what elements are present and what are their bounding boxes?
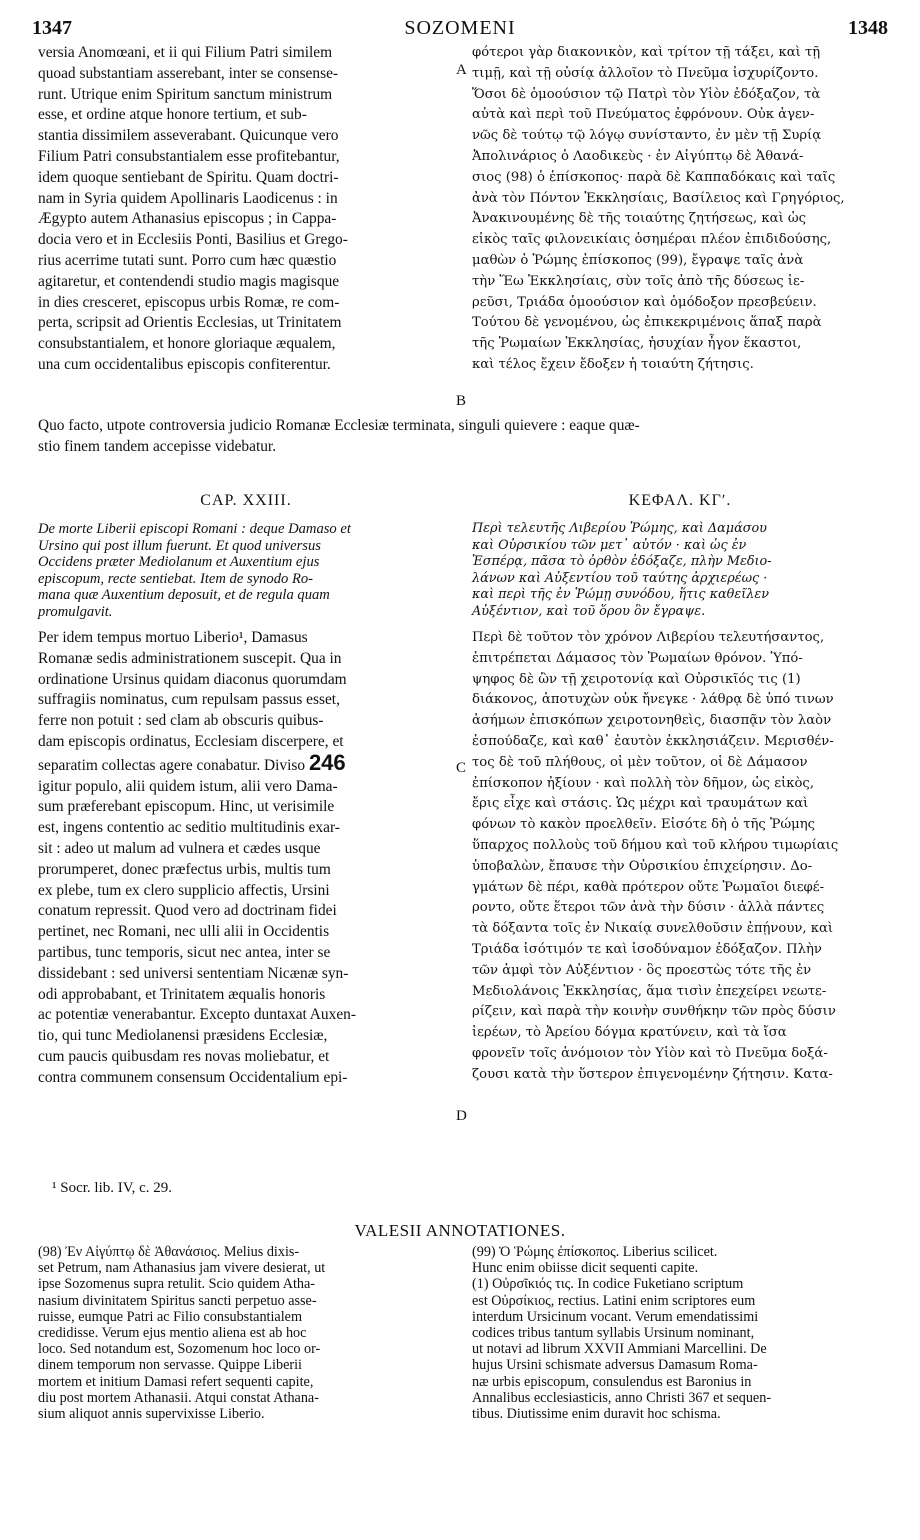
latin-text-line: Filium Patri consubstantialem esse profitebantur, (38, 147, 340, 165)
greek-body-column (472, 628, 888, 1086)
latin-text-line: esse, et ordine atque honore tertium, et sub- (38, 106, 307, 124)
annotations-heading: VALESII ANNOTATIONES. (354, 1221, 566, 1240)
greek-chapter-heading: ΚΕΦΑΛ. ΚΓʹ. (628, 492, 732, 509)
latin-summary-line: mana quæ Auxentium deposuit, et de regula quam (38, 587, 330, 604)
latin-body-line: ac potentiæ venerabantur. Excepto duntaxat Auxen- (38, 1006, 356, 1024)
greek-text-line: Ὅσοι δὲ ὁμοούσιον τῷ Πατρὶ τὸν Υἱὸν ἐδόξαζον, τὰ (472, 86, 821, 102)
annotation-line: interdum Ursicinum vocant. Verum emendatissimi (472, 1308, 759, 1325)
greek-body-line: ἀσήμων ἐπισκόπων χειροτονηθεὶς, διασπᾷν τὸν λαὸν (472, 713, 832, 729)
latin-text-line: runt. Utrique enim Spiritum sanctum ministrum (38, 85, 333, 103)
right-page-number: 1348 (848, 16, 888, 39)
latin-body-line: pertinet, nec Romani, nec ulli alii in Occidentis (38, 923, 330, 941)
greek-body-line: ροντο, οὔτε ἕτεροι τῶν ἀνὰ τὴν δύσιν · ἀλλὰ πάντες (472, 900, 825, 916)
margin-marker-b: B (456, 393, 467, 409)
annotation-line: (99) Ὁ Ῥώμης ἐπίσκοπος. Liberius scilicet. (472, 1244, 718, 1260)
latin-text-line: agitaretur, et contendendi studio magis magisque (38, 272, 340, 290)
greek-text-line: ἀνὰ τὸν Πόντον Ἐκκλησίαις, Βασίλειος καὶ Γρηγόριος, (472, 190, 845, 206)
greek-body-line: ἐπίσκοπον ἠξίουν · καὶ πολλὴ τὸν δῆμον, ὡς εἰκὸς, (472, 775, 815, 791)
greek-body-line: ζουσι κατὰ τὴν ὕστερον ἐπιγενομένην ζήτησιν. Κατα- (472, 1066, 833, 1082)
latin-text-line: quoad substantiam asserebant, inter se consense- (38, 64, 339, 82)
annotation-line: credidisse. Verum ejus mentio aliena est ab hoc (38, 1325, 307, 1342)
annotation-line: est Οὐρσίκιος, rectius. Latini enim scriptores eum (472, 1292, 756, 1309)
greek-body-line: ρίζειν, καὶ παρὰ τὴν κοινὴν συνθήκην τῶν πρὸς δύσιν (472, 1004, 836, 1020)
latin-body-line: cum paucis quibusdam res novas moliebatur, et (38, 1047, 330, 1065)
latin-text-line: rius acerrime tutati sunt. Porro cum hæc quæstio (38, 251, 337, 269)
greek-body-line: ἔρις εἶχε καὶ στάσις. Ὡς μέχρι καὶ τραυμάτων καὶ (472, 796, 809, 812)
annotation-line: ut notavi ad librum XXVII Ammiani Marcellini. De (472, 1341, 767, 1358)
greek-summary-line: Ἑσπέρᾳ, πᾶσα τὸ ὀρθὸν ἐδόξαζε, πλὴν Μεδιο- (472, 554, 772, 570)
annotation-line: mortem et initium Damasi refert sequenti capite, (38, 1373, 314, 1390)
latin-text-line: perta, scripsit ad Orientis Ecclesias, ut Trinitatem (38, 314, 342, 332)
latin-body-line: igitur populo, alii quidem istum, alii vero Dama- (38, 777, 338, 795)
greek-text-line: τῆς Ῥωμαίων Ἐκκλησίας, ἡσυχίαν ἦγον ἕκαστοι, (472, 336, 802, 352)
greek-summary-line: λάνων καὶ Αὐξεντίου τοῦ ταύτης ἀρχιερέως · (472, 570, 768, 586)
annotation-line: nasium divinitatem Spiritus sancti perpetuo asse- (38, 1292, 317, 1309)
latin-body-line: prorumperet, donec præfectus urbis, multis tum (38, 860, 331, 878)
latin-text-line: idem quoque sentiebant de Spiritu. Quam doctri- (38, 168, 339, 186)
latin-body-line: Per idem tempus mortuo Liberio¹, Damasus (38, 629, 308, 646)
annotation-line: (1) Οὐρσῖκιός τις. In codice Fuketiano scriptum (472, 1276, 744, 1293)
latin-body-line: sum præferebant episcopum. Hinc, ut verisimile (38, 798, 335, 816)
greek-body-line: φρονεῖν τοῖς ἀνόμοιον τὸν Υἱὸν καὶ τὸ Πνεῦμα δοξά- (472, 1045, 828, 1061)
annotations-left-column (38, 1244, 454, 1422)
latin-body-line: ordinatione Ursinus quidam diaconus quorumdam (38, 670, 347, 688)
latin-body-line: tio, qui tunc Mediolanensi præsidens Ecclesiæ, (38, 1027, 328, 1045)
latin-continuation-line-2: stio finem tandem accepisse videbatur. (38, 438, 277, 455)
greek-body-line: ψηφος δὲ ὢν τῇ χειροτονίᾳ καὶ Οὐρσικῖός τις (1) (472, 671, 801, 687)
greek-text-line: αὐτὰ καὶ περὶ τοῦ Πνεύματος ἐφρόνουν. Οὐκ ἀγεν- (472, 107, 815, 123)
latin-text-line: stantia dissimilem asseverabant. Quicunque vero (38, 127, 339, 145)
greek-text-line: Ἀπολινάριος ὁ Λαοδικεὺς · ἐν Αἰγύπτῳ δὲ Ἀθανά- (472, 148, 804, 164)
page-header (32, 14, 888, 42)
greek-text-line: Τούτου δὲ γενομένου, ὡς ἐπικεκριμένοις ἅπαξ παρὰ (472, 315, 822, 331)
latin-summary-line: episcopum, recte sentiebat. Item de synodo Ro- (38, 570, 314, 587)
greek-text-line: τιμῇ, καὶ τῇ οὐσίᾳ ἀλλοῖον τὸ Πνεῦμα ἰσχυρίζοντο. (472, 65, 819, 81)
greek-text-line: Ἀνακινουμένης δὲ τῆς τοιαύτης ζητήσεως, καὶ ὡς (472, 211, 807, 227)
latin-body-line: Romanæ sedis administrationem suscepit. Qua in (38, 649, 342, 667)
greek-body-line: τῶν ἀμφὶ τὸν Αὐξέντιον · ὃς προεστὼς τότε τῆς ἐν (472, 962, 812, 978)
margin-marker-d: D (456, 1108, 467, 1124)
greek-body-line: διάκονος, ἀποτυχὼν οὐκ ἤνεγκε · λάθρᾳ δὲ ὑπό τινων (472, 692, 834, 708)
latin-summary-line: Ursino qui post illum fuerunt. Et quod universus (38, 537, 321, 554)
annotation-line: ipse Sozomenus supra retulit. Scio quidem Atha- (38, 1276, 316, 1293)
latin-body-line: dam episcopis ordinatus, Ecclesiam discerpere, et (38, 732, 344, 750)
greek-body-line: Μεδιολάνοις Ἐκκλησίας, ἅμα τισὶν ἐπεχείρει νεωτε- (472, 983, 827, 999)
annotation-line: diu post mortem Athanasii. Atqui constat Athana- (38, 1389, 319, 1406)
greek-body-line: τὰ δόξαντα τοῖς ἐν Νικαίᾳ συνελθοῦσιν ἐπῄνουν, καὶ (472, 921, 834, 937)
annotation-line: Hunc enim obiisse dicit sequenti capite. (472, 1260, 699, 1277)
latin-text-line: nam in Syria quidem Apollinaris Laodicenus : in (38, 189, 338, 207)
greek-text-line: καὶ τέλος ἔχειν ἔδοξεν ἡ τοιαύτη ζήτησις. (472, 356, 754, 372)
annotation-line: hujus Ursini schismate adversus Damasum Roma- (472, 1357, 758, 1374)
greek-body-line: γμάτων δὲ πέρι, καθὰ πρότερον οὔτε Ῥωμαῖοι διεφέ- (472, 879, 825, 895)
margin-marker-a: A (456, 62, 467, 78)
greek-body-line: ἱερέων, τὸ Ἀρείου δόγμα κρατύνειν, καὶ τὰ ἴσα (472, 1025, 787, 1041)
greek-text-line: φότεροι γὰρ διακονικὸν, καὶ τρίτον τῇ τάξει, καὶ τῇ (472, 45, 821, 60)
latin-body-line: separatim collectas agere conabatur. Diviso 246 (38, 749, 346, 775)
margin-page-number: 246 (308, 749, 346, 775)
latin-body-line: odi approbabant, et Trinitatem æqualis honoris (38, 985, 326, 1003)
greek-summary-line: καὶ περὶ τῆς ἐν Ῥώμῃ συνόδου, ἥτις καθεῖλεν (472, 587, 769, 603)
latin-chapter-summary (38, 521, 454, 621)
running-title: SOZOMENI (404, 16, 516, 39)
annotation-line: ruisse, eumque Patri ac Filio consubstantialem (38, 1308, 302, 1325)
latin-continuation-line: Quo facto, utpote controversia judicio Romanæ Ecclesiæ terminata, singuli quievere : eaque quæ- (38, 417, 640, 434)
annotation-line: loco. Sed notandum est, Sozomenum hoc loco or- (38, 1341, 321, 1358)
annotation-line: sium aliquot annis supervixisse Liberio. (38, 1406, 265, 1423)
margin-marker-c: C (456, 760, 467, 776)
latin-body-line: conatum repressit. Quod vero ad doctrinam fidei (38, 902, 337, 920)
greek-body-line: ὑποβαλὼν, ἔπαυσε τὴν Οὐρσικίου ἐπιχείρησιν. Δο- (472, 858, 813, 874)
latin-body-column (38, 628, 454, 1089)
greek-body-line: ἐσπούδαζε, καὶ καθ᾽ ἑαυτὸν ἐκκλησιάζειν. Μερισθέν- (472, 733, 834, 749)
greek-body-line: τος δὲ τοῦ πλήθους, οἱ μὲν τοῦτον, οἱ δὲ Δάμασον (472, 754, 808, 770)
greek-text-line: ρεῦσι, Τριάδα ὁμοούσιον καὶ ὁμόδοξον πρεσβεύειν. (472, 294, 817, 310)
latin-text-line: versia Anomœani, et ii qui Filium Patri similem (38, 44, 333, 61)
latin-summary-line: De morte Liberii episcopi Romani : deque Damaso et (38, 521, 351, 537)
latin-chapter-heading: CAP. XXIII. (200, 492, 292, 509)
footnote: ¹ Socr. lib. IV, c. 29. (52, 1180, 173, 1196)
greek-text-line: τὴν Ἕω Ἐκκλησίαις, σὺν τοῖς ἀπὸ τῆς δύσεως ἱε- (472, 273, 805, 289)
greek-chapter-summary (472, 521, 888, 621)
annotation-line: Annalibus ecclesiasticis, anno Christi 367 et sequen- (472, 1389, 772, 1406)
latin-text-line: consubstantialem, et honore gloriaque æqualem, (38, 335, 336, 353)
latin-text-line: docia vero et in Ecclesiis Ponti, Basilius et Grego- (38, 231, 348, 249)
greek-body-line: ἐπιτρέπεται Δάμασος τὸν Ῥωμαίων θρόνον. Ὑπό- (472, 650, 803, 666)
latin-body-line: contra communem consensum Occidentalium epi- (38, 1068, 348, 1086)
greek-text-line: εἰκὸς ταῖς φιλονεικίαις ὁσημέραι πλέον ἐπιδιδούσης, (472, 232, 832, 248)
annotation-line: dinem temporum non servasse. Quippe Liberii (38, 1357, 302, 1374)
greek-text-line: μαθὼν ὁ Ῥώμης ἐπίσκοπος (99), ἔγραψε ταῖς ἀνὰ (472, 252, 804, 268)
latin-top-column (38, 43, 454, 376)
greek-text-line: σιος (98) ὁ ἐπίσκοπος· παρὰ δὲ Καππαδόκαις καὶ ταῖς (472, 169, 836, 185)
latin-summary-line: promulgavit. (38, 603, 113, 620)
latin-body-line: dissidebant : sed universi sententiam Nicænæ syn- (38, 964, 349, 982)
annotation-line: næ urbis episcopum, consulendus est Baronius in (472, 1373, 752, 1390)
greek-summary-line: καὶ Οὐρσικίου τῶν μετ᾽ αὐτόν · καὶ ὡς ἐν (472, 537, 747, 553)
latin-body-line: partibus, tunc temporis, sicut nec antea, inter se (38, 943, 331, 961)
latin-text-line: Ægypto autem Athanasius episcopus ; in Cappa- (38, 210, 337, 228)
annotation-line: codices tribus tantum syllabis Ursinum nominant, (472, 1325, 755, 1342)
annotations-right-column (472, 1244, 888, 1422)
annotation-line: set Petrum, nam Athanasius jam vivere desierat, ut (38, 1260, 326, 1277)
greek-body-line: Τριάδα ἰσότιμόν τε καὶ ἰσοδύναμον ἐδόξαζον. Πλὴν (472, 941, 822, 957)
greek-summary-line: Περὶ τελευτῆς Λιβερίου Ῥώμης, καὶ Δαμάσου (472, 521, 767, 536)
latin-body-line: suffragiis nominatus, cum repulsam passus esset, (38, 691, 340, 709)
latin-text-line: una cum occidentalibus episcopis confiterentur. (38, 355, 331, 373)
greek-body-line: Περὶ δὲ τοῦτον τὸν χρόνον Λιβερίου τελευτήσαντος, (472, 630, 825, 645)
greek-text-line: νῶς δὲ τούτῳ τῷ λόγῳ συνίσταντο, ἐν μὲν τῇ Συρίᾳ (472, 128, 822, 144)
latin-body-line: est, ingens contentio ac seditio multitudinis exar- (38, 819, 340, 837)
greek-body-line: ὕπαρχος πολλοὺς τοῦ δήμου καὶ τοῦ κλήρου τιμωρίαις (472, 837, 839, 853)
annotation-line: tibus. Diutissime enim duravit hoc schisma. (472, 1406, 721, 1423)
greek-top-column (472, 43, 888, 376)
greek-body-line: φόνων τὸ κακὸν προελθεῖν. Εἰσότε δὴ ὁ τῆς Ῥώμης (472, 817, 816, 833)
latin-body-line: sit : adeo ut malum ad vulnera et cædes usque (38, 839, 321, 857)
latin-summary-line: Occidens præter Mediolanum et Auxentium ejus (38, 554, 320, 571)
greek-summary-line: Αὐξέντιον, καὶ τοῦ ὅρου ὃν ἔγραψε. (472, 603, 706, 619)
left-page-number: 1347 (32, 16, 72, 39)
latin-text-line: in dies cresceret, episcopus urbis Romæ, re com- (38, 293, 340, 311)
annotation-line: (98) Ἐν Αἰγύπτῳ δὲ Ἀθανάσιος. Melius dixis- (38, 1244, 300, 1260)
latin-body-line: ex plebe, tum ex clero supplicio affectis, Ursini (38, 881, 330, 899)
latin-body-line: ferre non potuit : sed clam ab obscuris quibus- (38, 712, 324, 730)
